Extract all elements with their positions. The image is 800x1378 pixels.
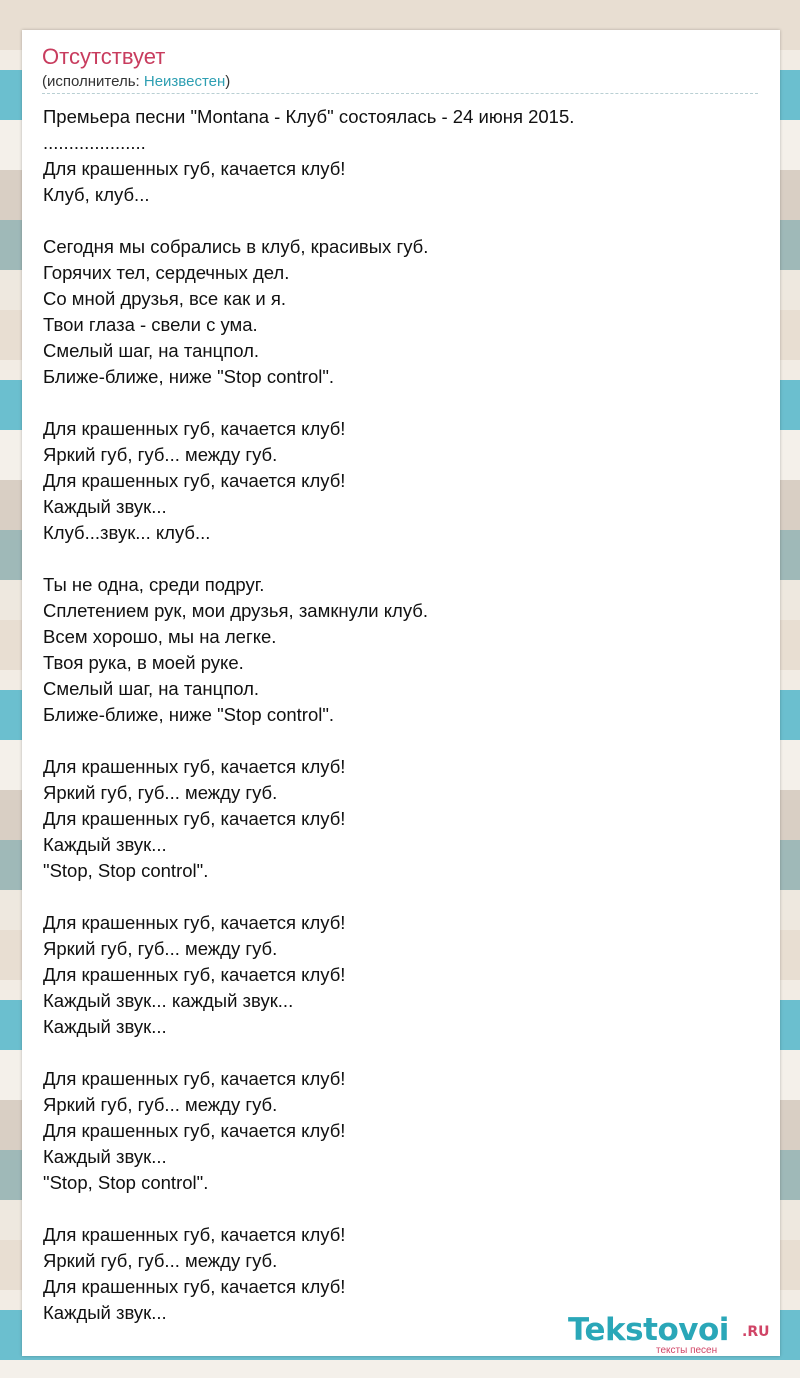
site-logo[interactable]: [568, 1312, 778, 1356]
song-title: Отсутствует: [42, 44, 166, 69]
lyrics-text: Премьера песни "Montana - Клуб" состоялась - 24 июня 2015. .................... Для крашенных губ, качается клуб! Клуб, клуб... Сегодня мы собрались в клуб, красивых губ. Горячих тел, сердечных дел. Со мной друзья, все как и я. Твои глаза - свели с ума. Смелый шаг, на танцпол. Ближе-ближе, ниже "Stop control". Для крашенных губ, качается клуб! Яркий губ, губ... между губ. Для крашенных губ, качается клуб! Каждый звук... Клуб...звук... клуб... Ты не одна, среди подруг. Сплетением рук, мои друзья, замкнули клуб. Всем хорошо, мы на легке. Твоя рука, в моей руке. Смелый шаг, на танцпол. Ближе-ближе, ниже "Stop control". Для крашенных губ, качается клуб! Яркий губ, губ... между губ. Для крашенных губ, качается клуб! Каждый звук... "Stop, Stop control". Для крашенных губ, качается клуб! Яркий губ, губ... между губ. Для крашенных губ, качается клуб! Каждый звук... каждый звук... Каждый звук... Для крашенных губ, качается клуб! Яркий губ, губ... между губ. Для крашенных губ, качается клуб! Каждый звук... "Stop, Stop control". Для крашенных губ, качается клуб! Яркий губ, губ... между губ. Для крашенных губ, качается клуб! Каждый звук...: [43, 106, 575, 1323]
logo-subtitle: тексты песен: [656, 1345, 718, 1356]
artist-suffix: ): [225, 73, 231, 90]
artist-prefix: (исполнитель:: [42, 73, 144, 90]
title-divider: [42, 93, 758, 94]
artist-link[interactable]: Неизвестен: [143, 73, 226, 90]
artist-line: [42, 73, 230, 91]
logo-wordmark: Tekstovoi: [568, 1312, 729, 1348]
lyrics-card: [22, 30, 780, 1356]
logo-domain: .RU: [742, 1324, 770, 1340]
